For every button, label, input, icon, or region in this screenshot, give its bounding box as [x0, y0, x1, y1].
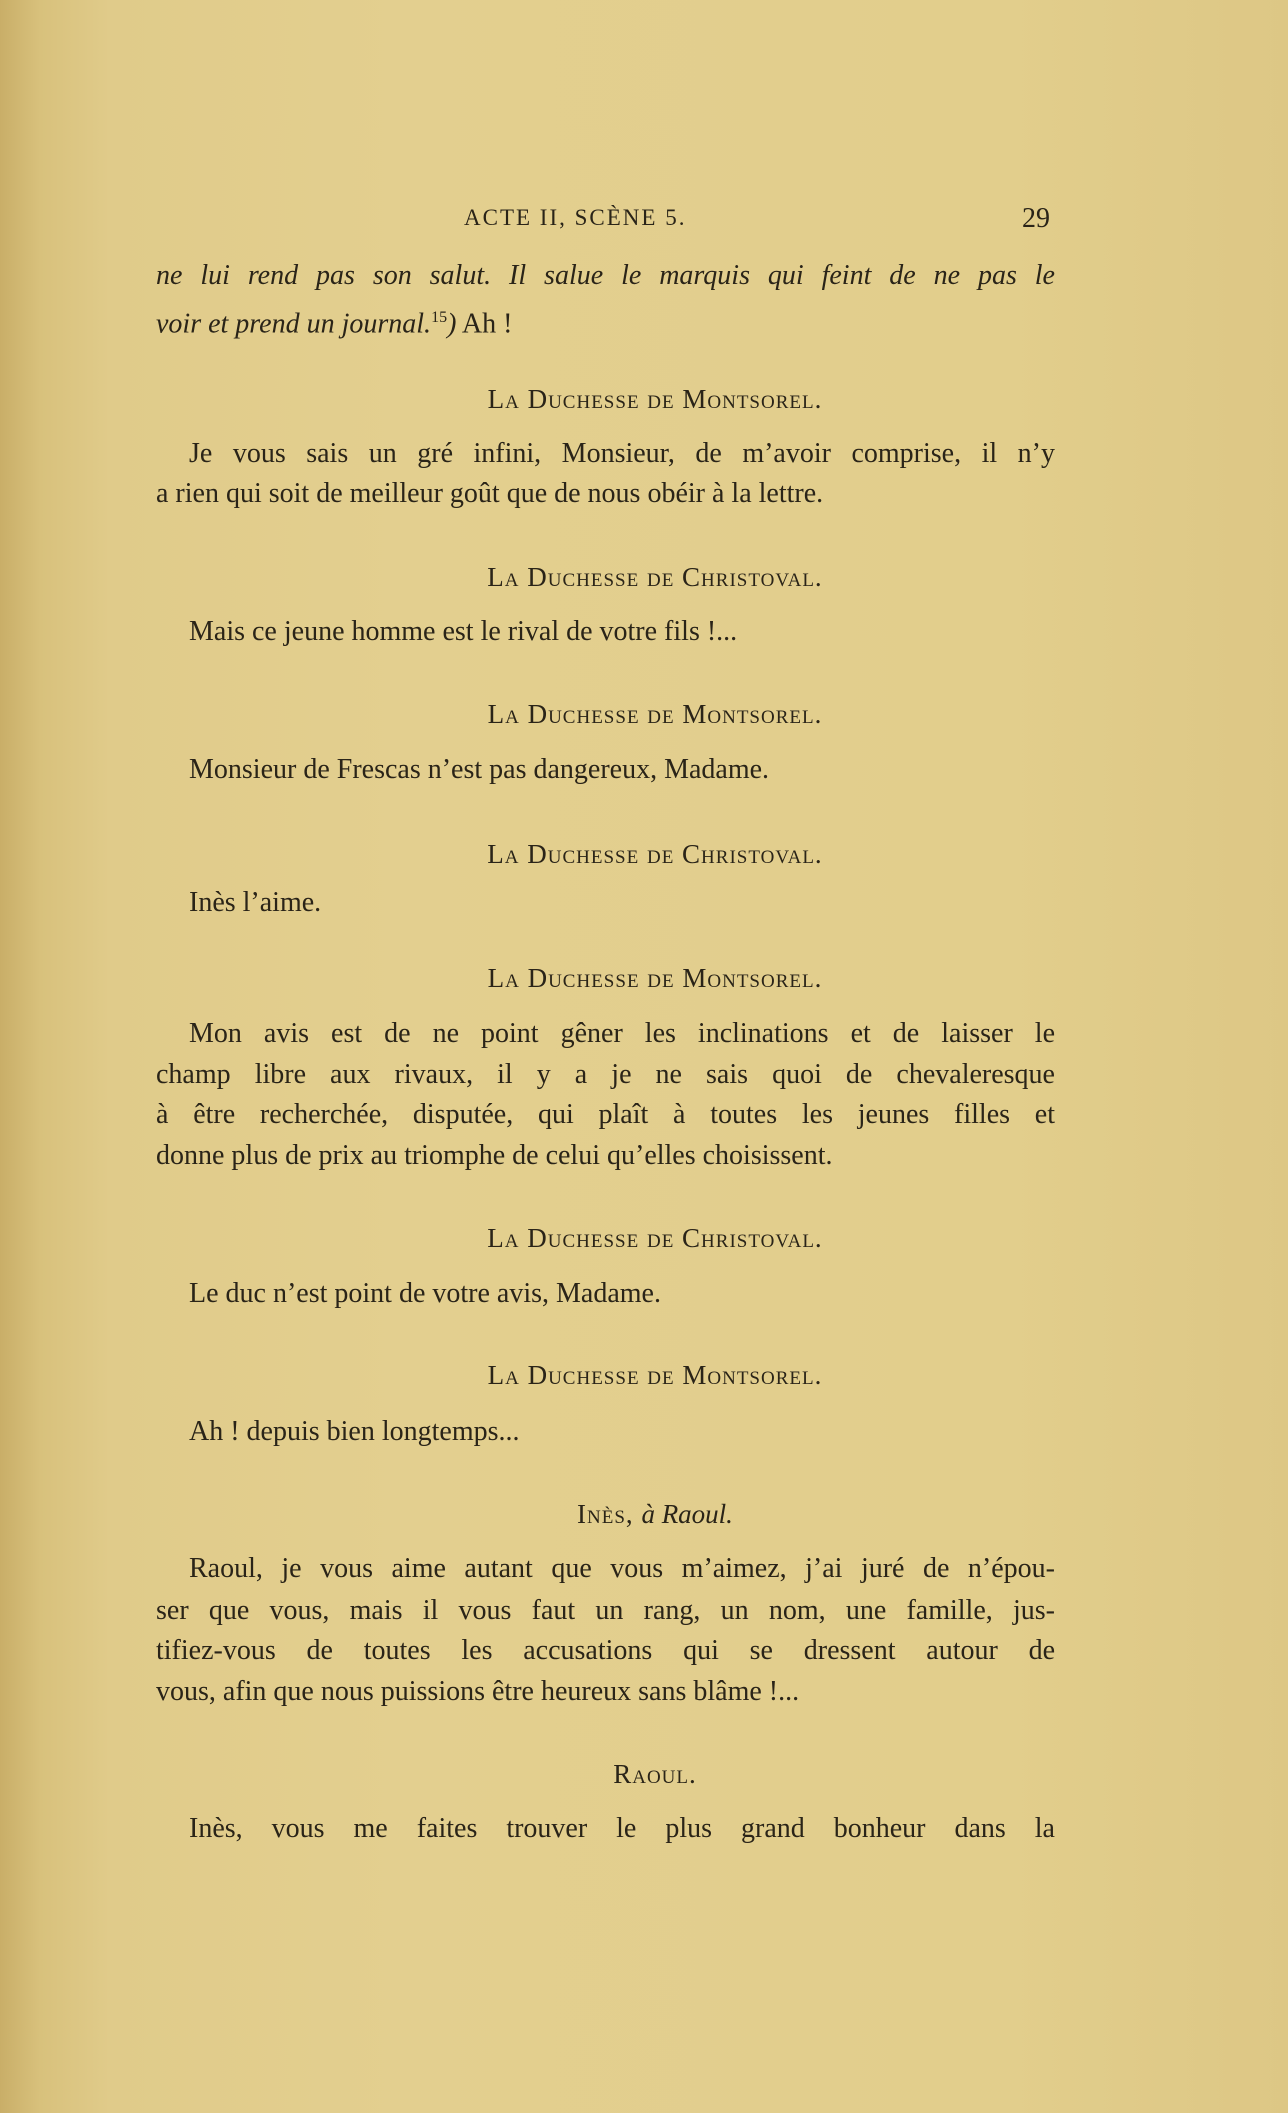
speaker-name [0, 1494, 1288, 1534]
dialogue-text: Ah ! [456, 308, 513, 340]
stage-direction-line [156, 298, 1055, 338]
stage-direction: à Raoul. [641, 1499, 733, 1529]
dialogue-line: à être recherchée, disputée, qui plaît à toutes les jeunes filles et [156, 1099, 1055, 1130]
footnote-ref: 15 [431, 309, 448, 326]
dialogue-line: Inès l’aime. [189, 887, 322, 918]
speaker-name: La Duchesse de Christoval. [487, 562, 823, 592]
speaker-name: La Duchesse de Christoval. [487, 1223, 823, 1253]
stage-direction-text: voir et prend un journal. [156, 308, 432, 340]
paren: ) [447, 308, 457, 340]
speaker-name: Raoul. [613, 1759, 697, 1789]
speaker-label: Inès, [577, 1499, 634, 1529]
speaker-name: La Duchesse de Montsorel. [487, 963, 823, 993]
dialogue-line: Ah ! depuis bien longtemps... [189, 1416, 520, 1447]
speaker-name: La Duchesse de Montsorel. [487, 699, 823, 729]
dialogue-line: Mon avis est de ne point gêner les inclinations et de laisser le [189, 1018, 1055, 1049]
running-title: ACTE II, SCÈNE 5. [464, 205, 687, 230]
dialogue-line: Monsieur de Frescas n’est pas dangereux, Madame. [189, 754, 770, 785]
dialogue-line: Raoul, je vous aime autant que vous m’aimez, j’ai juré de n’épou- [189, 1553, 1055, 1584]
dialogue-line: Je vous sais un gré infini, Monsieur, de m’avoir comprise, il n’y [189, 438, 1055, 469]
dialogue-line: ser que vous, mais il vous faut un rang, un nom, une famille, jus- [156, 1595, 1055, 1626]
dialogue-line: Le duc n’est point de votre avis, Madame. [189, 1278, 661, 1309]
page-number: 29 [1022, 203, 1050, 234]
dialogue-line: champ libre aux rivaux, il y a je ne sais quoi de chevaleresque [156, 1059, 1055, 1090]
dialogue-line: a rien qui soit de meilleur goût que de nous obéir à la lettre. [156, 478, 824, 509]
dialogue-line: Mais ce jeune homme est le rival de votre fils !... [189, 616, 738, 647]
dialogue-line: donne plus de prix au triomphe de celui qu’elles choisissent. [156, 1140, 833, 1171]
dialogue-line: vous, afin que nous puissions être heureux sans blâme !... [156, 1676, 800, 1707]
stage-direction-line: ne lui rend pas son salut. Il salue le marquis qui feint de ne pas le [156, 260, 1055, 291]
dialogue-line: Inès, vous me faites trouver le plus grand bonheur dans la [189, 1813, 1055, 1844]
speaker-name: La Duchesse de Montsorel. [487, 384, 823, 414]
dialogue-line: tifiez-vous de toutes les accusations qui se dressent autour de [156, 1635, 1055, 1666]
speaker-name: La Duchesse de Christoval. [487, 839, 823, 869]
speaker-name: La Duchesse de Montsorel. [487, 1360, 823, 1390]
